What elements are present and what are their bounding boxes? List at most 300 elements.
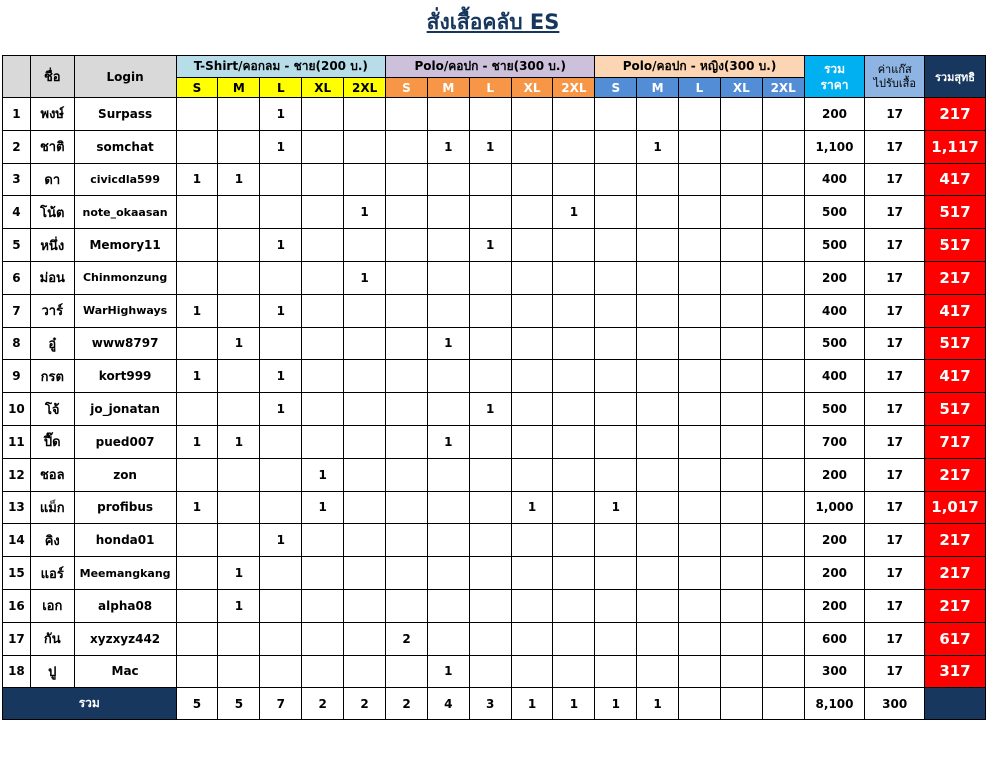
row-total-price: 200 xyxy=(804,557,865,590)
quantity-cell xyxy=(720,557,762,590)
size-header: M xyxy=(218,78,260,98)
quantity-cell xyxy=(553,261,595,294)
quantity-cell xyxy=(595,130,637,163)
row-total-price: 200 xyxy=(804,98,865,131)
quantity-cell xyxy=(176,327,218,360)
quantity-cell xyxy=(302,622,344,655)
quantity-cell xyxy=(720,491,762,524)
quantity-cell xyxy=(637,163,679,196)
quantity-cell xyxy=(720,196,762,229)
quantity-cell xyxy=(720,294,762,327)
quantity-cell xyxy=(302,393,344,426)
quantity-cell xyxy=(302,524,344,557)
row-total-price: 200 xyxy=(804,524,865,557)
quantity-cell xyxy=(511,524,553,557)
quantity-cell xyxy=(427,294,469,327)
quantity-cell xyxy=(762,393,804,426)
quantity-cell xyxy=(553,98,595,131)
quantity-cell xyxy=(595,229,637,262)
table-row xyxy=(3,393,986,426)
quantity-cell xyxy=(469,524,511,557)
row-total-price: 500 xyxy=(804,229,865,262)
row-pickup-fee: 17 xyxy=(865,196,925,229)
quantity-cell xyxy=(762,229,804,262)
row-pickup-fee: 17 xyxy=(865,458,925,491)
size-header: XL xyxy=(720,78,762,98)
quantity-cell xyxy=(679,261,721,294)
row-pickup-fee: 17 xyxy=(865,130,925,163)
quantity-cell xyxy=(595,294,637,327)
header-login: Login xyxy=(74,56,176,98)
quantity-cell: 1 xyxy=(218,557,260,590)
quantity-cell xyxy=(427,524,469,557)
total-quantity-cell xyxy=(762,688,804,720)
quantity-cell: 1 xyxy=(260,98,302,131)
row-login: jo_jonatan xyxy=(74,393,176,426)
quantity-cell xyxy=(218,491,260,524)
quantity-cell xyxy=(679,655,721,688)
quantity-cell xyxy=(469,425,511,458)
quantity-cell xyxy=(386,557,428,590)
quantity-cell xyxy=(720,622,762,655)
quantity-cell xyxy=(344,491,386,524)
quantity-cell xyxy=(679,327,721,360)
quantity-cell xyxy=(720,458,762,491)
quantity-cell xyxy=(679,393,721,426)
row-number: 15 xyxy=(3,557,31,590)
row-number: 11 xyxy=(3,425,31,458)
quantity-cell xyxy=(511,163,553,196)
quantity-cell: 1 xyxy=(260,360,302,393)
header-pickup-fee: ค่าแก๊ส ไปรับเสื้อ xyxy=(865,56,925,98)
quantity-cell xyxy=(427,360,469,393)
table-row xyxy=(3,360,986,393)
quantity-cell xyxy=(469,491,511,524)
quantity-cell xyxy=(260,163,302,196)
quantity-cell xyxy=(427,491,469,524)
total-quantity-cell: 3 xyxy=(469,688,511,720)
quantity-cell xyxy=(344,130,386,163)
quantity-cell xyxy=(511,229,553,262)
quantity-cell xyxy=(302,196,344,229)
row-number: 16 xyxy=(3,589,31,622)
table-row xyxy=(3,130,986,163)
quantity-cell xyxy=(762,557,804,590)
total-quantity-cell xyxy=(679,688,721,720)
quantity-cell xyxy=(386,98,428,131)
quantity-cell: 1 xyxy=(427,655,469,688)
quantity-cell xyxy=(679,196,721,229)
row-number: 6 xyxy=(3,261,31,294)
quantity-cell xyxy=(218,655,260,688)
quantity-cell: 1 xyxy=(427,327,469,360)
row-pickup-fee: 17 xyxy=(865,294,925,327)
quantity-cell xyxy=(427,229,469,262)
row-total-price: 500 xyxy=(804,393,865,426)
quantity-cell xyxy=(469,98,511,131)
quantity-cell xyxy=(553,524,595,557)
quantity-cell: 1 xyxy=(427,425,469,458)
row-net-total: 1,017 xyxy=(924,491,985,524)
quantity-cell xyxy=(344,589,386,622)
quantity-cell xyxy=(469,589,511,622)
quantity-cell xyxy=(679,622,721,655)
quantity-cell: 1 xyxy=(344,196,386,229)
row-login: www8797 xyxy=(74,327,176,360)
row-pickup-fee: 17 xyxy=(865,229,925,262)
row-login: Mac xyxy=(74,655,176,688)
total-quantity-cell xyxy=(720,688,762,720)
quantity-cell xyxy=(427,393,469,426)
quantity-cell xyxy=(553,458,595,491)
row-login: somchat xyxy=(74,130,176,163)
table-row xyxy=(3,491,986,524)
row-number: 17 xyxy=(3,622,31,655)
total-quantity-cell: 2 xyxy=(386,688,428,720)
quantity-cell xyxy=(720,163,762,196)
quantity-cell xyxy=(218,294,260,327)
row-login: pued007 xyxy=(74,425,176,458)
header-group-polo-women: Polo/คอปก - หญิง(300 บ.) xyxy=(595,56,804,78)
row-pickup-fee: 17 xyxy=(865,393,925,426)
quantity-cell xyxy=(637,491,679,524)
quantity-cell xyxy=(637,98,679,131)
row-number: 14 xyxy=(3,524,31,557)
quantity-cell xyxy=(511,261,553,294)
quantity-cell xyxy=(720,360,762,393)
quantity-cell xyxy=(762,130,804,163)
row-pickup-fee: 17 xyxy=(865,327,925,360)
quantity-cell xyxy=(720,425,762,458)
quantity-cell: 1 xyxy=(260,130,302,163)
quantity-cell xyxy=(679,425,721,458)
quantity-cell xyxy=(595,524,637,557)
quantity-cell xyxy=(720,524,762,557)
row-total-price: 500 xyxy=(804,327,865,360)
quantity-cell xyxy=(386,261,428,294)
quantity-cell xyxy=(218,524,260,557)
row-name: ม่อน xyxy=(30,261,74,294)
quantity-cell xyxy=(511,589,553,622)
quantity-cell xyxy=(595,458,637,491)
row-login: WarHighways xyxy=(74,294,176,327)
order-table xyxy=(2,55,986,720)
row-name: กรต xyxy=(30,360,74,393)
quantity-cell xyxy=(762,524,804,557)
table-row xyxy=(3,655,986,688)
quantity-cell: 1 xyxy=(176,491,218,524)
quantity-cell xyxy=(679,458,721,491)
quantity-cell xyxy=(637,294,679,327)
quantity-cell xyxy=(176,458,218,491)
quantity-cell xyxy=(344,163,386,196)
quantity-cell xyxy=(469,294,511,327)
row-login: profibus xyxy=(74,491,176,524)
quantity-cell: 1 xyxy=(344,261,386,294)
quantity-cell: 1 xyxy=(302,458,344,491)
table-row xyxy=(3,557,986,590)
quantity-cell xyxy=(302,294,344,327)
table-row xyxy=(3,98,986,131)
row-net-total: 417 xyxy=(924,294,985,327)
quantity-cell xyxy=(679,524,721,557)
quantity-cell xyxy=(302,261,344,294)
row-name: กัน xyxy=(30,622,74,655)
quantity-cell xyxy=(302,655,344,688)
quantity-cell xyxy=(595,655,637,688)
quantity-cell: 1 xyxy=(260,393,302,426)
order-rows xyxy=(3,98,986,688)
quantity-cell xyxy=(511,327,553,360)
header-total-price: รวม ราคา xyxy=(804,56,865,98)
row-name: ชอล xyxy=(30,458,74,491)
quantity-cell xyxy=(679,491,721,524)
size-header: L xyxy=(260,78,302,98)
quantity-cell: 1 xyxy=(176,294,218,327)
table-row xyxy=(3,261,986,294)
quantity-cell xyxy=(427,261,469,294)
quantity-cell xyxy=(637,425,679,458)
quantity-cell xyxy=(720,98,762,131)
total-quantity-cell: 1 xyxy=(511,688,553,720)
row-login: civicdla599 xyxy=(74,163,176,196)
quantity-cell xyxy=(302,360,344,393)
quantity-cell xyxy=(553,229,595,262)
row-total-price: 400 xyxy=(804,294,865,327)
row-net-total: 517 xyxy=(924,393,985,426)
row-login: kort999 xyxy=(74,360,176,393)
grand-total-price: 8,100 xyxy=(804,688,865,720)
row-name: วาร์ xyxy=(30,294,74,327)
quantity-cell: 1 xyxy=(176,425,218,458)
row-number: 4 xyxy=(3,196,31,229)
quantity-cell xyxy=(511,655,553,688)
quantity-cell xyxy=(762,261,804,294)
quantity-cell: 1 xyxy=(218,327,260,360)
total-quantity-cell: 5 xyxy=(176,688,218,720)
quantity-cell xyxy=(218,622,260,655)
row-pickup-fee: 17 xyxy=(865,622,925,655)
quantity-cell xyxy=(511,360,553,393)
row-login: xyzxyz442 xyxy=(74,622,176,655)
quantity-cell xyxy=(637,327,679,360)
quantity-cell xyxy=(511,622,553,655)
quantity-cell xyxy=(176,655,218,688)
table-row xyxy=(3,589,986,622)
quantity-cell xyxy=(553,655,595,688)
row-name: พงษ์ xyxy=(30,98,74,131)
row-net-total: 517 xyxy=(924,229,985,262)
row-number: 10 xyxy=(3,393,31,426)
row-total-price: 300 xyxy=(804,655,865,688)
row-number: 9 xyxy=(3,360,31,393)
quantity-cell xyxy=(427,98,469,131)
quantity-cell xyxy=(762,360,804,393)
quantity-cell xyxy=(218,393,260,426)
quantity-cell xyxy=(386,393,428,426)
quantity-cell xyxy=(218,98,260,131)
quantity-cell xyxy=(553,163,595,196)
quantity-cell xyxy=(218,130,260,163)
quantity-cell xyxy=(595,327,637,360)
quantity-cell xyxy=(386,655,428,688)
quantity-cell xyxy=(762,163,804,196)
quantity-cell: 1 xyxy=(511,491,553,524)
quantity-cell xyxy=(386,196,428,229)
row-net-total: 517 xyxy=(924,327,985,360)
quantity-cell xyxy=(679,229,721,262)
row-name: หนึ่ง xyxy=(30,229,74,262)
quantity-cell xyxy=(679,98,721,131)
row-total-price: 400 xyxy=(804,360,865,393)
quantity-cell: 1 xyxy=(260,524,302,557)
quantity-cell xyxy=(302,229,344,262)
quantity-cell xyxy=(344,360,386,393)
quantity-cell: 1 xyxy=(218,589,260,622)
table-row xyxy=(3,229,986,262)
quantity-cell xyxy=(553,557,595,590)
quantity-cell xyxy=(679,294,721,327)
row-name: ปู xyxy=(30,655,74,688)
quantity-cell xyxy=(344,458,386,491)
quantity-cell xyxy=(218,458,260,491)
quantity-cell xyxy=(260,458,302,491)
quantity-cell xyxy=(386,163,428,196)
quantity-cell xyxy=(553,622,595,655)
row-net-total: 217 xyxy=(924,261,985,294)
table-row xyxy=(3,458,986,491)
quantity-cell xyxy=(720,327,762,360)
quantity-cell: 1 xyxy=(469,393,511,426)
quantity-cell xyxy=(762,327,804,360)
quantity-cell: 1 xyxy=(260,229,302,262)
row-pickup-fee: 17 xyxy=(865,360,925,393)
row-name: แอร์ xyxy=(30,557,74,590)
row-net-total: 417 xyxy=(924,360,985,393)
row-number: 13 xyxy=(3,491,31,524)
quantity-cell xyxy=(469,163,511,196)
total-quantity-cell: 1 xyxy=(595,688,637,720)
quantity-cell xyxy=(720,655,762,688)
quantity-cell xyxy=(176,98,218,131)
quantity-cell xyxy=(720,130,762,163)
quantity-cell xyxy=(260,196,302,229)
quantity-cell xyxy=(679,130,721,163)
total-quantity-cell: 7 xyxy=(260,688,302,720)
quantity-cell xyxy=(720,229,762,262)
quantity-cell xyxy=(386,491,428,524)
quantity-cell xyxy=(637,557,679,590)
row-total-price: 1,000 xyxy=(804,491,865,524)
quantity-cell xyxy=(386,360,428,393)
quantity-cell xyxy=(302,557,344,590)
quantity-cell: 1 xyxy=(469,229,511,262)
quantity-cell xyxy=(427,196,469,229)
row-pickup-fee: 17 xyxy=(865,491,925,524)
quantity-cell xyxy=(679,589,721,622)
quantity-cell: 1 xyxy=(260,294,302,327)
quantity-cell xyxy=(553,294,595,327)
quantity-cell xyxy=(762,491,804,524)
quantity-cell xyxy=(344,229,386,262)
total-quantity-cell: 2 xyxy=(344,688,386,720)
quantity-cell: 1 xyxy=(176,360,218,393)
quantity-cell xyxy=(386,327,428,360)
row-login: honda01 xyxy=(74,524,176,557)
row-net-total: 417 xyxy=(924,163,985,196)
quantity-cell xyxy=(469,557,511,590)
quantity-cell xyxy=(427,163,469,196)
quantity-cell xyxy=(637,524,679,557)
totals-row xyxy=(3,688,986,720)
header-number xyxy=(3,56,31,98)
quantity-cell: 1 xyxy=(176,163,218,196)
row-net-total: 217 xyxy=(924,524,985,557)
quantity-cell xyxy=(344,557,386,590)
row-pickup-fee: 17 xyxy=(865,589,925,622)
quantity-cell xyxy=(595,261,637,294)
quantity-cell xyxy=(595,622,637,655)
quantity-cell xyxy=(511,425,553,458)
row-login: alpha08 xyxy=(74,589,176,622)
table-row xyxy=(3,327,986,360)
row-net-total: 717 xyxy=(924,425,985,458)
row-pickup-fee: 17 xyxy=(865,557,925,590)
quantity-cell xyxy=(386,524,428,557)
row-name: ชาติ xyxy=(30,130,74,163)
row-number: 18 xyxy=(3,655,31,688)
quantity-cell xyxy=(553,327,595,360)
table-row xyxy=(3,622,986,655)
row-login: Meemangkang xyxy=(74,557,176,590)
quantity-cell: 1 xyxy=(637,130,679,163)
table-row xyxy=(3,196,986,229)
row-number: 2 xyxy=(3,130,31,163)
quantity-cell xyxy=(595,393,637,426)
quantity-cell xyxy=(176,557,218,590)
quantity-cell xyxy=(260,557,302,590)
size-header: L xyxy=(469,78,511,98)
quantity-cell xyxy=(218,261,260,294)
row-name: ดา xyxy=(30,163,74,196)
quantity-cell xyxy=(344,655,386,688)
quantity-cell xyxy=(511,557,553,590)
quantity-cell xyxy=(386,229,428,262)
quantity-cell: 2 xyxy=(386,622,428,655)
quantity-cell xyxy=(595,360,637,393)
row-name: โจ้ xyxy=(30,393,74,426)
row-login: Memory11 xyxy=(74,229,176,262)
quantity-cell xyxy=(553,425,595,458)
row-net-total: 1,117 xyxy=(924,130,985,163)
quantity-cell xyxy=(595,589,637,622)
row-number: 3 xyxy=(3,163,31,196)
quantity-cell xyxy=(637,393,679,426)
row-name: ปี๊ด xyxy=(30,425,74,458)
quantity-cell xyxy=(386,589,428,622)
quantity-cell xyxy=(511,130,553,163)
row-net-total: 217 xyxy=(924,458,985,491)
quantity-cell xyxy=(679,360,721,393)
quantity-cell xyxy=(553,130,595,163)
row-total-price: 1,100 xyxy=(804,130,865,163)
quantity-cell xyxy=(553,360,595,393)
quantity-cell xyxy=(595,196,637,229)
totals-label: รวม xyxy=(3,688,177,720)
quantity-cell xyxy=(762,294,804,327)
quantity-cell xyxy=(469,655,511,688)
quantity-cell xyxy=(218,229,260,262)
